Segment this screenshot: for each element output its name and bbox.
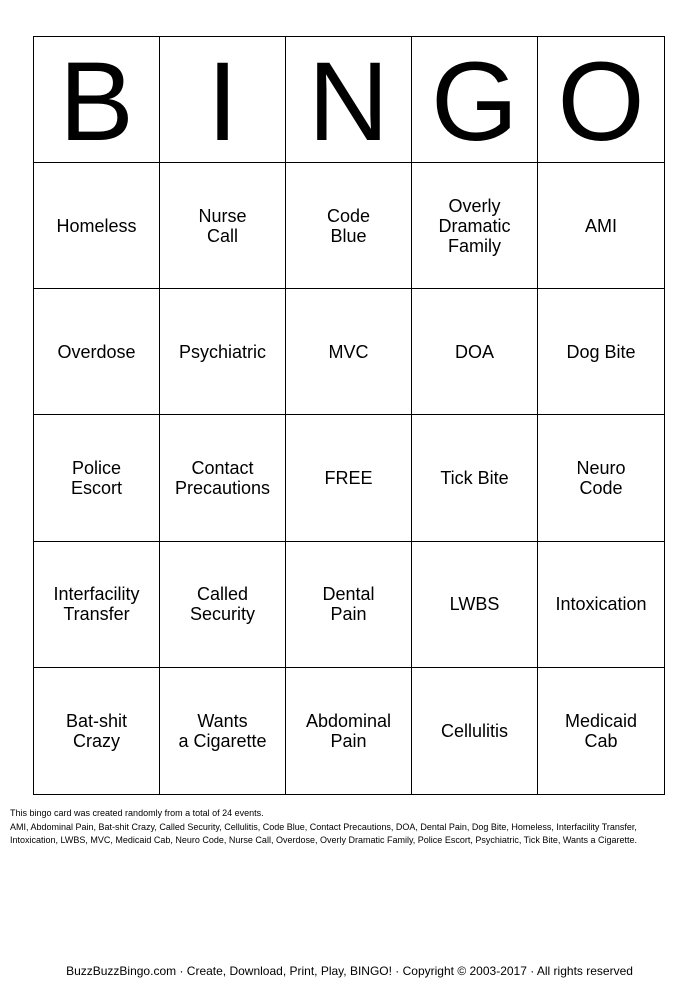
- bingo-cell: Police Escort: [34, 415, 160, 541]
- bingo-cell: Overly Dramatic Family: [412, 163, 538, 289]
- copyright-footer: BuzzBuzzBingo.com · Create, Download, Print, Play, BINGO! · Copyright © 2003-2017 · All rights reserved: [66, 964, 633, 978]
- bingo-cell: MVC: [286, 289, 412, 415]
- bingo-free-cell: FREE: [286, 415, 412, 541]
- bingo-cell: LWBS: [412, 542, 538, 668]
- bingo-cell: Intoxication: [538, 542, 664, 668]
- header-letter-i: I: [160, 37, 286, 163]
- bingo-cell: Bat-shit Crazy: [34, 668, 160, 794]
- bingo-cell: Dog Bite: [538, 289, 664, 415]
- bingo-cell: DOA: [412, 289, 538, 415]
- bingo-cell: Tick Bite: [412, 415, 538, 541]
- bingo-cell: Medicaid Cab: [564, 710, 638, 751]
- bingo-cell: Contact Precautions: [160, 415, 286, 541]
- bingo-cell: Cellulitis: [412, 668, 538, 794]
- bingo-cell: Psychiatric: [160, 289, 286, 415]
- bingo-cell: Wants a Cigarette: [160, 668, 286, 794]
- header-letter-b: B: [34, 37, 160, 163]
- bingo-cell: Abdominal Pain: [286, 668, 412, 794]
- bingo-card: [33, 36, 665, 795]
- bingo-cell: Dental Pain: [286, 542, 412, 668]
- event-list-line-2: Intoxication, LWBS, MVC, Medicaid Cab, Neuro Code, Nurse Call, Overdose, Overly Dramatic Family, Police Escort, Psychiatric, Tick Bite, Wants a Cigarette.: [10, 835, 638, 845]
- bingo-cell: Overdose: [34, 289, 160, 415]
- header-letter-o: O: [538, 37, 664, 163]
- header-letter-g: G: [412, 37, 538, 163]
- event-list-line-1: AMI, Abdominal Pain, Bat-shit Crazy, Called Security, Cellulitis, Code Blue, Contact Precautions, DOA, Dental Pain, Dog Bite, Homeless, Interfacility Transfer,: [10, 822, 637, 832]
- bingo-cell: Neuro Code: [538, 415, 664, 541]
- bingo-cell: Nurse Call: [160, 163, 286, 289]
- bingo-cell: AMI: [538, 163, 664, 289]
- bingo-cell: Code Blue: [286, 163, 412, 289]
- bingo-cell: Interfacility Transfer: [34, 542, 160, 668]
- bingo-cell: Called Security: [160, 542, 286, 668]
- bingo-cell: Homeless: [34, 163, 160, 289]
- generation-note: This bingo card was created randomly from a total of 24 events.: [10, 808, 264, 818]
- header-letter-n: N: [286, 37, 412, 163]
